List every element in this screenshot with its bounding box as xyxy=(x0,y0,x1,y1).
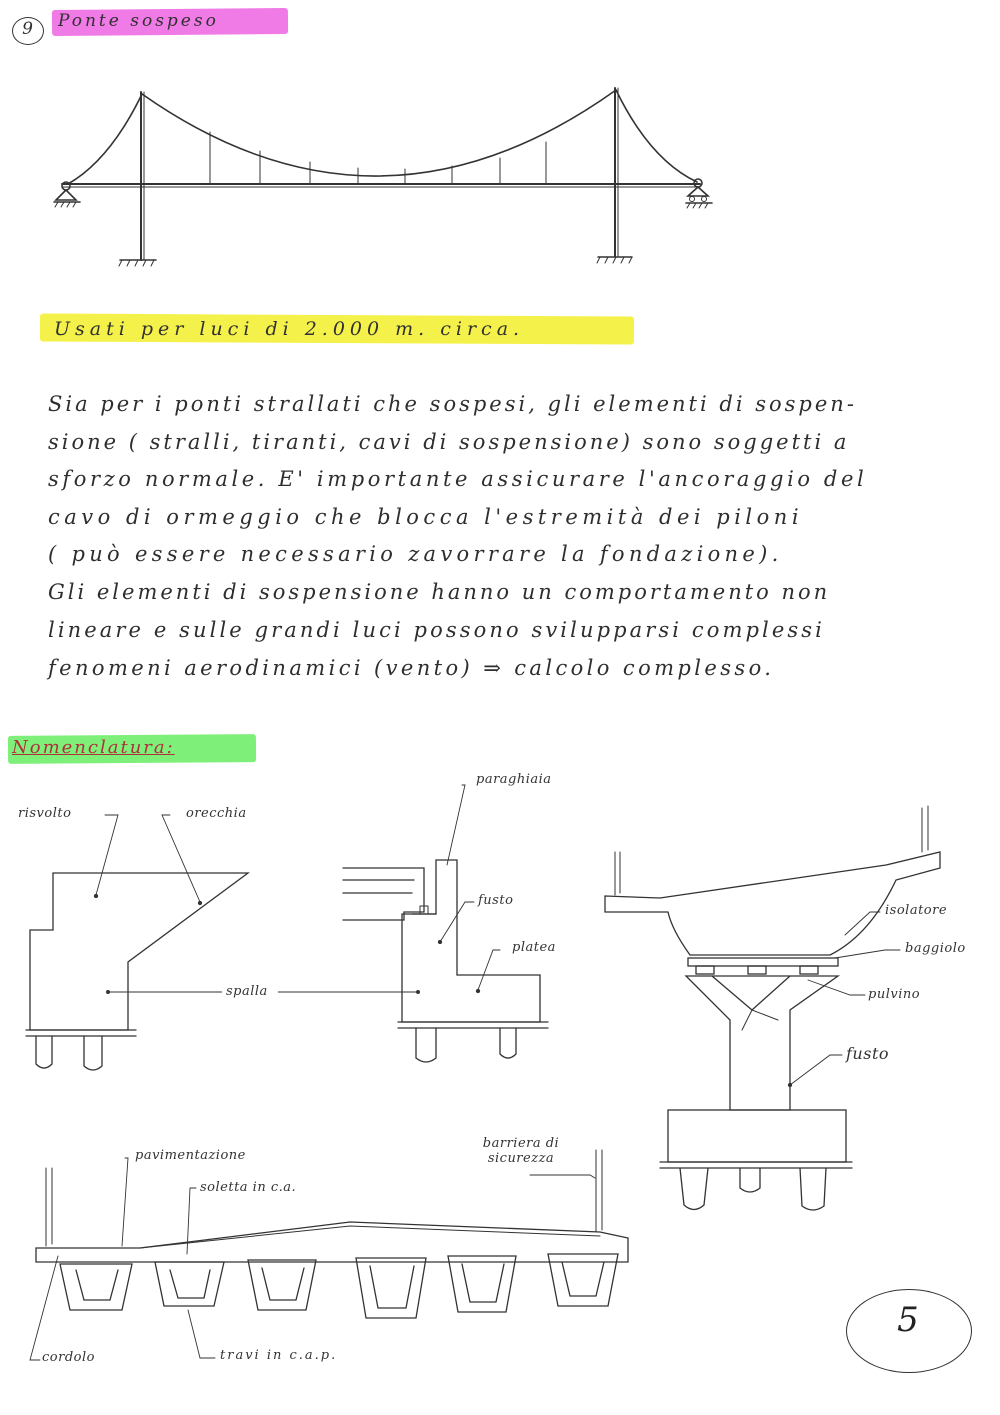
suspension-bridge-drawing xyxy=(54,88,712,266)
paragraph-line-7: lineare e sulle grandi luci possono svilupparsi complessi xyxy=(48,618,825,642)
label-orecchia: orecchia xyxy=(186,806,247,821)
paragraph-line-3: sforzo normale. E' importante assicurare l'ancoraggio del xyxy=(48,467,868,491)
label-fusto-abutment: fusto xyxy=(478,893,514,908)
page-number: 5 xyxy=(897,1300,919,1340)
paragraph-line-4: cavo di ormeggio che blocca l'estremità dei piloni xyxy=(48,505,804,529)
label-risvolto: risvolto xyxy=(18,806,72,821)
abutment-drawing xyxy=(26,815,248,1070)
pier-drawing xyxy=(605,806,940,1210)
label-platea: platea xyxy=(512,940,556,955)
span-note: Usati per luci di 2.000 m. circa. xyxy=(54,318,525,340)
label-cordolo: cordolo xyxy=(42,1350,95,1365)
label-fusto-pier: fusto xyxy=(846,1044,889,1063)
label-soletta: soletta in c.a. xyxy=(200,1180,297,1195)
label-isolatore: isolatore xyxy=(885,903,948,918)
nomenclature-title: Nomenclatura: xyxy=(12,737,175,758)
label-travi: travi in c.a.p. xyxy=(220,1348,338,1363)
label-pavimentazione: pavimentazione xyxy=(135,1148,246,1163)
abutment-section-drawing xyxy=(343,785,548,1062)
deck-section-drawing xyxy=(30,1150,628,1360)
paragraph-line-1: Sia per i ponti strallati che sospesi, gli elementi di sospen- xyxy=(48,392,857,416)
label-baggiolo: baggiolo xyxy=(905,941,966,956)
paragraph-line-8: fenomeni aerodinamici (vento) ⇒ calcolo complesso. xyxy=(48,656,775,680)
label-paraghiaia: paraghiaia xyxy=(476,772,552,787)
paragraph-line-6: Gli elementi di sospensione hanno un comportamento non xyxy=(48,580,831,604)
page-title: Ponte sospeso xyxy=(58,11,219,31)
label-barriera: barriera di sicurezza xyxy=(482,1136,560,1166)
section-number: 9 xyxy=(22,19,34,39)
label-spalla: spalla xyxy=(226,984,268,999)
label-pulvino: pulvino xyxy=(868,987,921,1002)
paragraph-line-2: sione ( stralli, tiranti, cavi di sospensione) sono soggetti a xyxy=(48,430,850,454)
paragraph-line-5: ( può essere necessario zavorrare la fondazione). xyxy=(48,542,783,566)
